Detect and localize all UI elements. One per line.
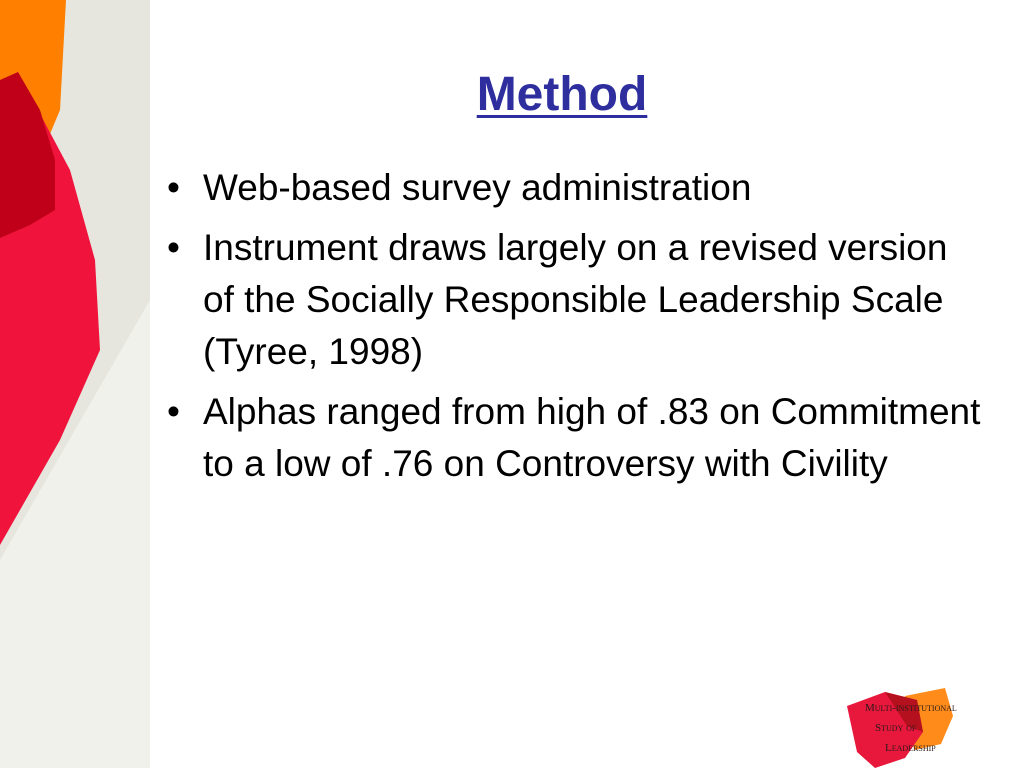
bullet-item [165,222,985,378]
msl-logo [845,686,1024,768]
logo-line-3: Leadership [885,742,936,754]
logo-line-1: Multi-institutional [865,702,957,714]
bullet-text: Web-based survey administration [203,167,752,208]
bullet-icon: • [167,391,180,432]
slide-title: Method [476,68,648,121]
bullet-icon: • [167,227,180,268]
decorative-side-art [0,0,150,768]
bullet-list [165,162,985,498]
bullet-text: Instrument draws largely on a revised version of the Socially Responsible Leadership Scale (Tyree, 1998) [203,227,948,372]
logo-text [865,698,957,758]
bullet-icon: • [167,167,180,208]
bullet-text: Alphas ranged from high of .83 on Commitment to a low of .76 on Controversy with Civility [203,391,981,484]
logo-line-2: Study of [875,722,917,734]
bullet-item [165,386,985,490]
bullet-item [165,162,985,214]
